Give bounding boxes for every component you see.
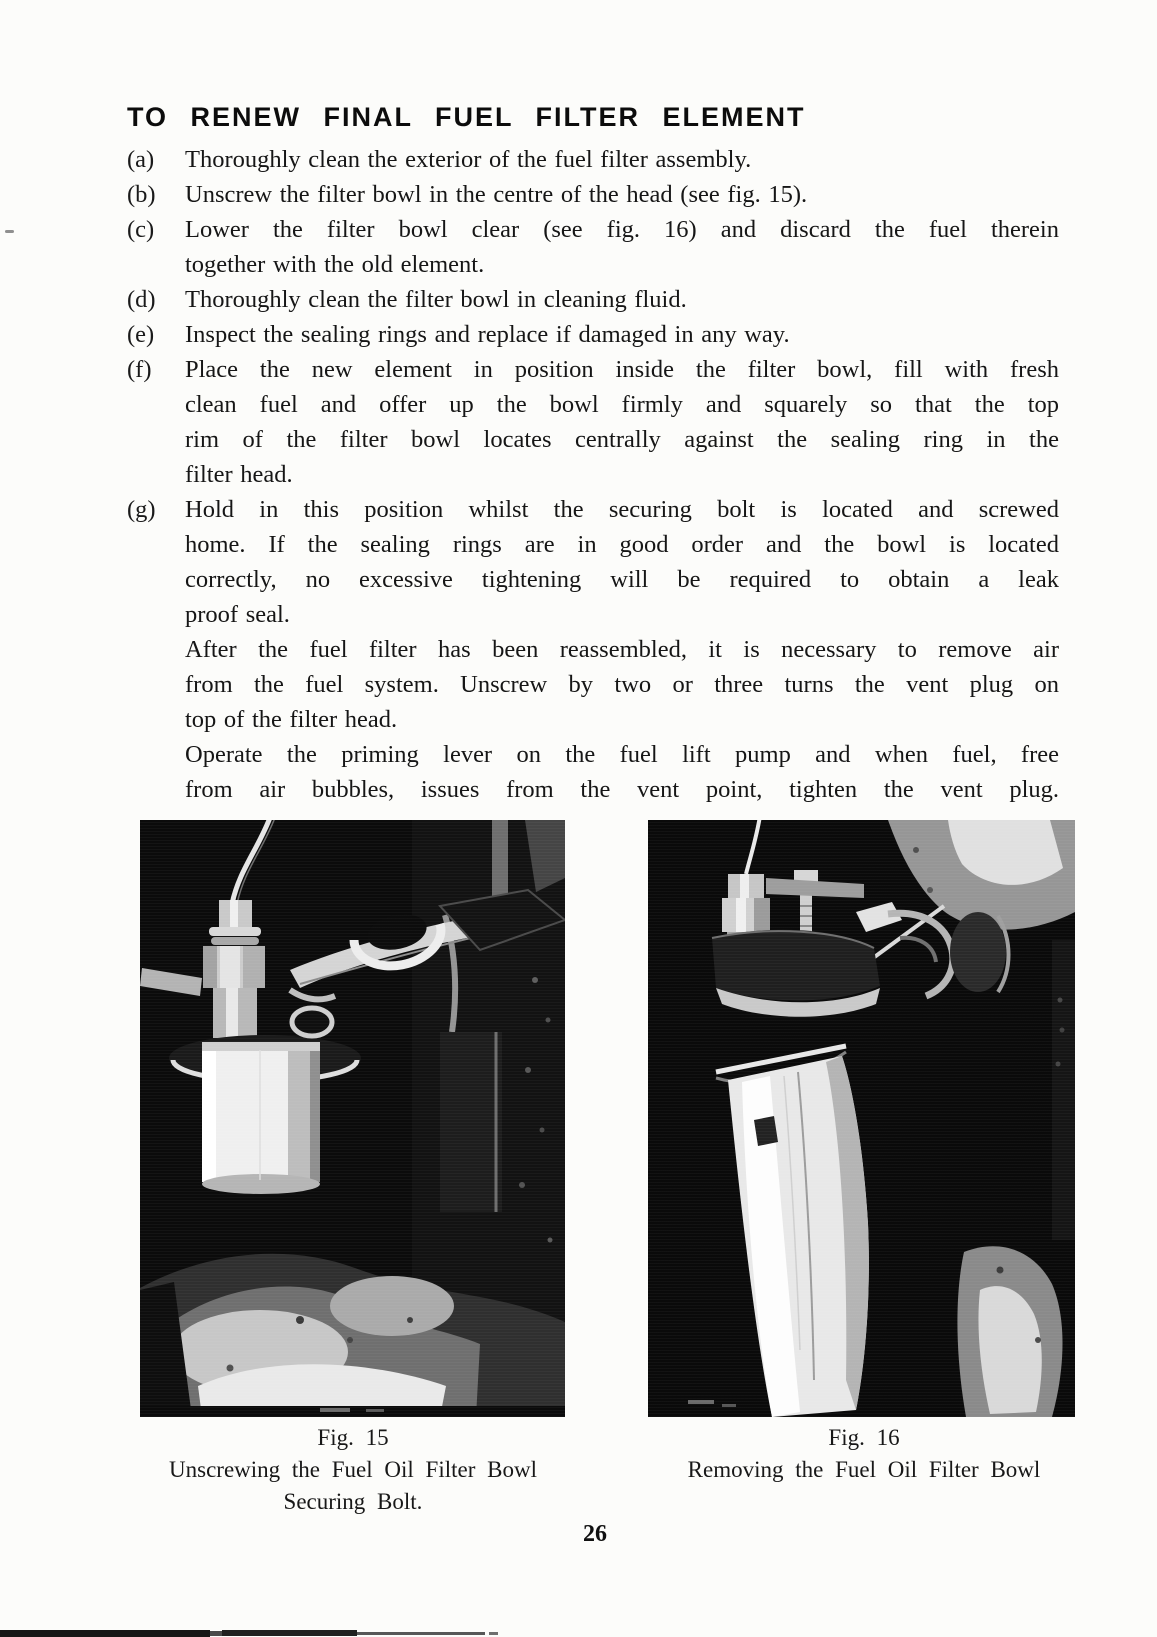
caption-line: Removing the Fuel Oil Filter Bowl	[687, 1457, 1041, 1482]
scan-artifact-bar	[489, 1632, 498, 1635]
item-label: (a)	[127, 146, 155, 173]
fig16-photo-art	[648, 820, 1075, 1417]
scan-artifact-bar	[0, 1630, 210, 1637]
item-label: (g)	[127, 496, 156, 523]
text-line: Operate the priming lever on the fuel lift pump and when fuel, free	[185, 741, 1059, 768]
item-label: (f)	[127, 356, 152, 383]
item-label: (c)	[127, 216, 155, 243]
paragraph	[185, 737, 1059, 807]
caption-line: Fig. 16	[828, 1425, 900, 1450]
text-line: Unscrew the filter bowl in the centre of the head (see fig. 15).	[185, 181, 808, 208]
filter-bowl-shape	[202, 1042, 320, 1194]
text-line: from the fuel system. Unscrew by two or three turns the vent plug on	[185, 671, 1059, 698]
scan-artifact-bar	[357, 1632, 485, 1635]
caption-line: Fig. 15	[317, 1425, 389, 1450]
list-item	[127, 282, 1059, 317]
text-line: Lower the filter bowl clear (see fig. 16) and discard the fuel therein	[185, 216, 1059, 243]
list-item	[127, 317, 1059, 352]
text-line: clean fuel and offer up the bowl firmly and squarely so that the top	[185, 391, 1059, 418]
scan-artifact-bar	[210, 1631, 222, 1636]
list-item	[127, 352, 1059, 492]
text-line: from air bubbles, issues from the vent point, tighten the vent plug.	[185, 776, 1059, 803]
list-item	[127, 142, 1059, 177]
text-line: Hold in this position whilst the securing bolt is located and screwed	[185, 496, 1059, 523]
fig16-photo	[648, 820, 1075, 1417]
caption-line: Unscrewing the Fuel Oil Filter Bowl	[169, 1457, 537, 1482]
text-line: together with the old element.	[185, 251, 485, 278]
list-item	[127, 492, 1059, 632]
text-line: home. If the sealing rings are in good order and the bowl is located	[185, 531, 1059, 558]
caption-line: Securing Bolt.	[283, 1489, 423, 1514]
text-line: Place the new element in position inside the filter bowl, fill with fresh	[185, 356, 1059, 383]
page-number: 26	[583, 1521, 607, 1547]
item-label: (e)	[127, 321, 155, 348]
procedure-list	[127, 142, 1059, 807]
scan-artifact-speck	[5, 230, 14, 233]
fig15-caption	[127, 1422, 579, 1518]
item-label: (d)	[127, 286, 156, 313]
fig16-caption	[640, 1422, 1088, 1486]
text-line: top of the filter head.	[185, 706, 398, 733]
item-label: (b)	[127, 181, 156, 208]
paragraph	[185, 632, 1059, 737]
fig15-photo-art	[140, 820, 565, 1417]
text-line: correctly, no excessive tightening will be required to obtain a leak	[185, 566, 1059, 593]
list-item	[127, 212, 1059, 282]
section-heading: TO RENEW FINAL FUEL FILTER ELEMENT	[127, 102, 806, 132]
text-line: Inspect the sealing rings and replace if damaged in any way.	[185, 321, 790, 348]
scan-artifact-bar	[222, 1630, 357, 1636]
text-line: Thoroughly clean the filter bowl in cleaning fluid.	[185, 286, 687, 313]
text-line: filter head.	[185, 461, 293, 488]
text-line: After the fuel filter has been reassembled, it is necessary to remove air	[185, 636, 1059, 663]
fig15-photo	[140, 820, 565, 1417]
text-line: Thoroughly clean the exterior of the fuel filter assembly.	[185, 146, 752, 173]
list-item	[127, 177, 1059, 212]
text-line: proof seal.	[185, 601, 290, 628]
text-line: rim of the filter bowl locates centrally against the sealing ring in the	[185, 426, 1059, 453]
